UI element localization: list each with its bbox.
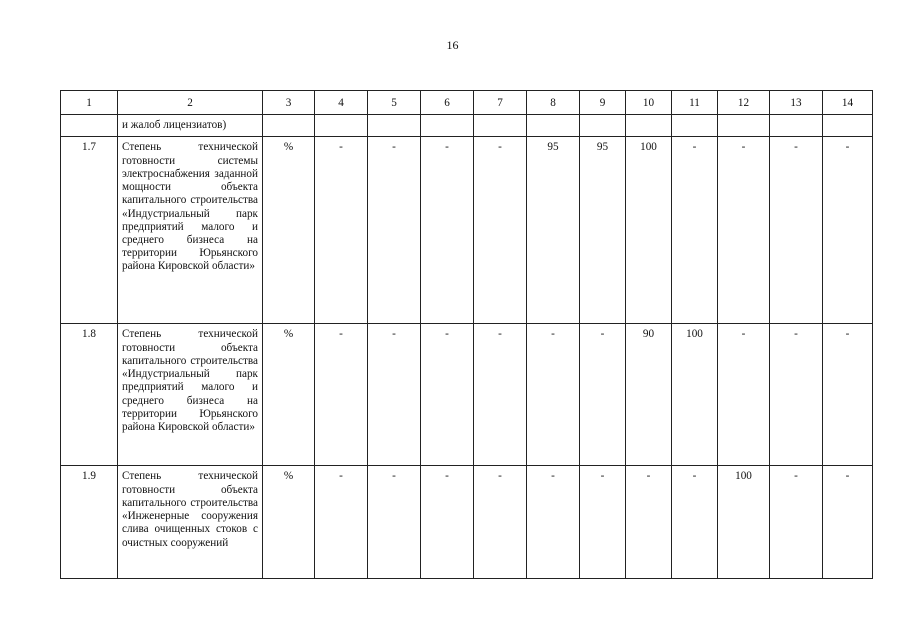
value-cell: - bbox=[421, 137, 474, 324]
continuation-text: и жалоб лицензиатов) bbox=[118, 115, 263, 137]
value-cell: 100 bbox=[672, 324, 718, 466]
page-number: 16 bbox=[446, 38, 459, 52]
empty-cell bbox=[527, 115, 580, 137]
value-cell: 95 bbox=[527, 137, 580, 324]
header-cell: 2 bbox=[118, 91, 263, 115]
value-cell: - bbox=[823, 137, 873, 324]
header-row bbox=[61, 91, 873, 115]
header-cell: 13 bbox=[770, 91, 823, 115]
empty-cell bbox=[626, 115, 672, 137]
value-cell: - bbox=[672, 466, 718, 579]
header-cell: 4 bbox=[315, 91, 368, 115]
row-description: Степень технической готовности системы электроснабжения заданной мощности объекта капитального строительства «Индустриальный парк предприятий малого и среднего бизнеса на территории Юрьянского района Кировской области» bbox=[118, 137, 263, 324]
empty-cell bbox=[718, 115, 770, 137]
empty-cell bbox=[421, 115, 474, 137]
value-cell: 100 bbox=[626, 137, 672, 324]
empty-cell bbox=[263, 115, 315, 137]
value-cell: 90 bbox=[626, 324, 672, 466]
empty-cell bbox=[580, 115, 626, 137]
value-cell: - bbox=[527, 466, 580, 579]
value-cell: - bbox=[368, 324, 421, 466]
value-cell: - bbox=[770, 324, 823, 466]
table-row bbox=[61, 324, 873, 466]
value-cell: - bbox=[626, 466, 672, 579]
table-row bbox=[61, 466, 873, 579]
empty-cell bbox=[61, 115, 118, 137]
row-number: 1.9 bbox=[61, 466, 118, 579]
row-description: Степень технической готовности объекта капитального строительства «Инженерные сооружения слива очищенных стоков с очистных сооружений bbox=[118, 466, 263, 579]
empty-cell bbox=[368, 115, 421, 137]
value-cell: - bbox=[580, 324, 626, 466]
header-cell: 8 bbox=[527, 91, 580, 115]
row-description: Степень технической готовности объекта капитального строительства «Индустриальный парк предприятий малого и среднего бизнеса на территории Юрьянского района Кировской области» bbox=[118, 324, 263, 466]
header-cell: 6 bbox=[421, 91, 474, 115]
header-cell: 14 bbox=[823, 91, 873, 115]
value-cell: - bbox=[527, 324, 580, 466]
header-cell: 9 bbox=[580, 91, 626, 115]
header-cell: 3 bbox=[263, 91, 315, 115]
value-cell: - bbox=[580, 466, 626, 579]
value-cell: - bbox=[421, 324, 474, 466]
empty-cell bbox=[770, 115, 823, 137]
value-cell: 95 bbox=[580, 137, 626, 324]
value-cell: - bbox=[770, 137, 823, 324]
row-unit: % bbox=[263, 466, 315, 579]
value-cell: - bbox=[315, 137, 368, 324]
value-cell: - bbox=[823, 466, 873, 579]
row-unit: % bbox=[263, 137, 315, 324]
value-cell: - bbox=[421, 466, 474, 579]
indicators-table bbox=[60, 90, 873, 579]
row-number: 1.7 bbox=[61, 137, 118, 324]
header-cell: 1 bbox=[61, 91, 118, 115]
value-cell: - bbox=[718, 137, 770, 324]
header-cell: 7 bbox=[474, 91, 527, 115]
header-cell: 10 bbox=[626, 91, 672, 115]
table-row bbox=[61, 137, 873, 324]
row-unit: % bbox=[263, 324, 315, 466]
value-cell: - bbox=[315, 324, 368, 466]
empty-cell bbox=[474, 115, 527, 137]
continuation-row bbox=[61, 115, 873, 137]
value-cell: - bbox=[368, 466, 421, 579]
row-number: 1.8 bbox=[61, 324, 118, 466]
value-cell: - bbox=[474, 466, 527, 579]
header-cell: 5 bbox=[368, 91, 421, 115]
value-cell: - bbox=[770, 466, 823, 579]
value-cell: - bbox=[368, 137, 421, 324]
empty-cell bbox=[823, 115, 873, 137]
header-cell: 11 bbox=[672, 91, 718, 115]
empty-cell bbox=[672, 115, 718, 137]
header-cell: 12 bbox=[718, 91, 770, 115]
value-cell: - bbox=[474, 137, 527, 324]
value-cell: - bbox=[474, 324, 527, 466]
value-cell: - bbox=[315, 466, 368, 579]
value-cell: - bbox=[672, 137, 718, 324]
empty-cell bbox=[315, 115, 368, 137]
value-cell: - bbox=[718, 324, 770, 466]
value-cell: - bbox=[823, 324, 873, 466]
value-cell: 100 bbox=[718, 466, 770, 579]
